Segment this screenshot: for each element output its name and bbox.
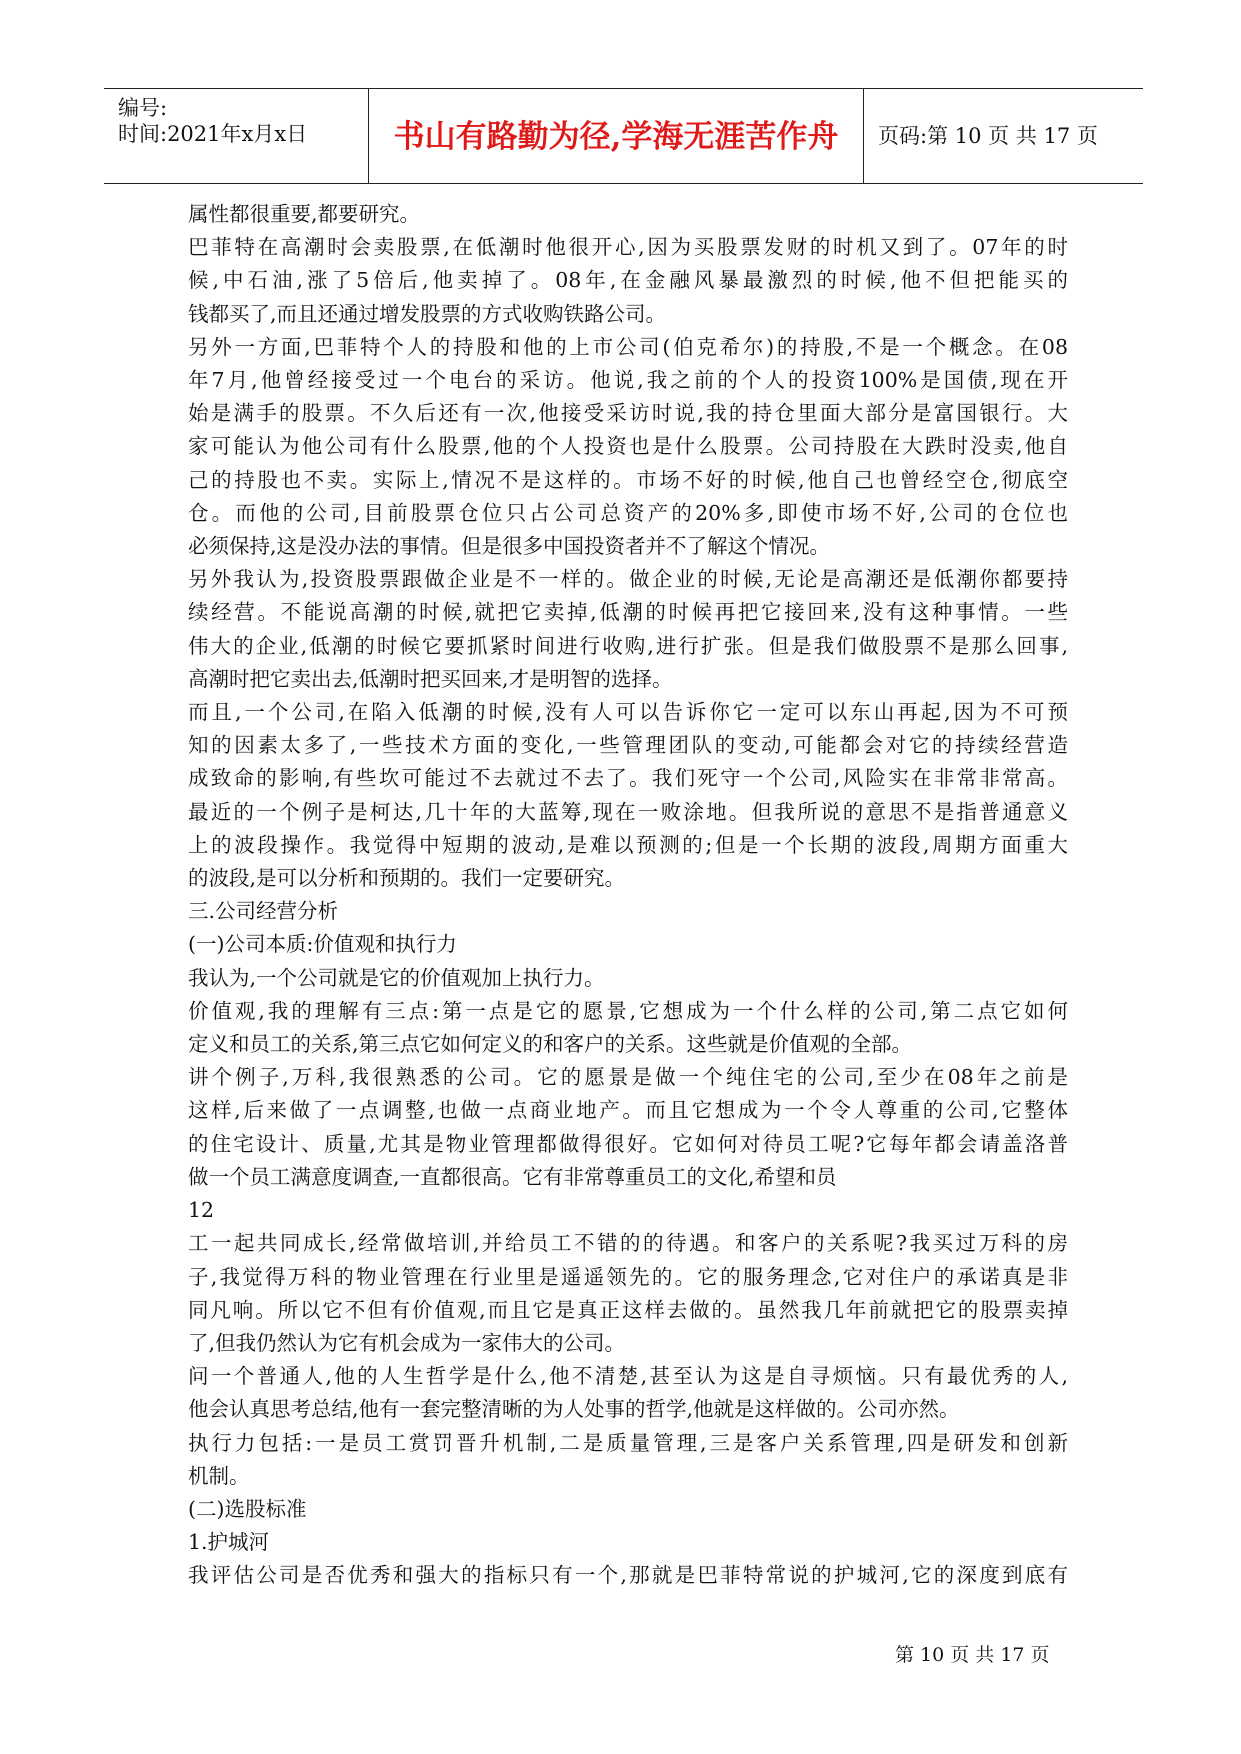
body-text-line: 仓。而他的公司,目前股票仓位只占公司总资产的20%多,即使市场不好,公司的仓位也: [188, 500, 1068, 525]
body-text-line: 而且,一个公司,在陷入低潮的时候,没有人可以告诉你它一定可以东山再起,因为不可预: [188, 700, 1068, 725]
header-middle-cell: [369, 89, 864, 183]
body-text-line: 年7月,他曾经接受过一个电台的采访。他说,我之前的个人的投资100%是国债,现在开: [188, 368, 1068, 393]
body-text-line: 同凡响。所以它不但有价值观,而且它是真正这样去做的。虽然我几年前就把它的股票卖掉: [188, 1297, 1068, 1322]
body-text-line: 三.公司经营分析: [188, 899, 339, 924]
body-text-line: 钱都买了,而且还通过增发股票的方式收购铁路公司。: [188, 301, 667, 326]
document-time-label: 时间:2021年x月x日: [118, 122, 308, 146]
body-text-line: 己的持股也不卖。实际上,情况不是这样的。市场不好的时候,他自己也曾经空仓,彻底空: [188, 467, 1068, 492]
document-body: [188, 198, 1068, 1593]
body-text-line: 的波段,是可以分析和预期的。我们一定要研究。: [188, 866, 626, 891]
body-text-line: 家可能认为他公司有什么股票,他的个人投资也是什么股票。公司持股在大跌时没卖,他自: [188, 434, 1068, 459]
body-text-line: 最近的一个例子是柯达,几十年的大蓝筹,现在一败涂地。但我所说的意思不是指普通意义: [188, 799, 1068, 824]
document-number-label: 编号:: [118, 96, 168, 120]
body-text-line: 另外一方面,巴菲特个人的持股和他的上市公司(伯克希尔)的持股,不是一个概念。在08: [188, 334, 1068, 359]
body-text-line: 续经营。不能说高潮的时候,就把它卖掉,低潮的时候再把它接回来,没有这种事情。一些: [188, 600, 1068, 625]
body-text-line: 机制。: [188, 1463, 250, 1488]
header-motto: 书山有路勤为径,学海无涯苦作舟: [393, 119, 839, 155]
body-text-line: 上的波段操作。我觉得中短期的波动,是难以预测的;但是一个长期的波段,周期方面重大: [188, 832, 1068, 857]
body-text-line: 高潮时把它卖出去,低潮时把买回来,才是明智的选择。: [188, 666, 673, 691]
body-text-line: 我认为,一个公司就是它的价值观加上执行力。: [188, 965, 605, 990]
body-text-line: 知的因素太多了,一些技术方面的变化,一些管理团队的变动,可能都会对它的持续经营造: [188, 733, 1068, 758]
body-text-line: 子,我觉得万科的物业管理在行业里是遥遥领先的。它的服务理念,它对住户的承诺真是非: [188, 1264, 1068, 1289]
body-text-line: 讲个例子,万科,我很熟悉的公司。它的愿景是做一个纯住宅的公司,至少在08年之前是: [188, 1065, 1068, 1090]
body-text-line: (二)选股标准: [188, 1496, 307, 1521]
page-footer-number: 第 10 页 共 17 页: [895, 1644, 1050, 1666]
body-text-line: 定义和员工的关系,第三点它如何定义的和客户的关系。这些就是价值观的全部。: [188, 1032, 913, 1057]
header-left-cell: [104, 89, 369, 183]
body-text-line: 12: [188, 1198, 215, 1223]
page-header: [104, 88, 1143, 184]
body-text-line: 伟大的企业,低潮的时候它要抓紧时间进行收购,进行扩张。但是我们做股票不是那么回事,: [188, 633, 1068, 658]
body-text-line: 这样,后来做了一点调整,也做一点商业地产。而且它想成为一个令人尊重的公司,它整体: [188, 1098, 1068, 1123]
body-text-line: 1.护城河: [188, 1530, 270, 1555]
body-text-line: 问一个普通人,他的人生哲学是什么,他不清楚,甚至认为这是自寻烦恼。只有最优秀的人,: [188, 1364, 1068, 1389]
body-text-line: 候,中石油,涨了5倍后,他卖掉了。08年,在金融风暴最激烈的时候,他不但把能买的: [188, 268, 1068, 293]
body-text-line: 了,但我仍然认为它有机会成为一家伟大的公司。: [188, 1330, 626, 1355]
header-page-number: 页码:第 10 页 共 17 页: [878, 124, 1098, 148]
body-text-line: 巴菲特在高潮时会卖股票,在低潮时他很开心,因为买股票发财的时机又到了。07年的时: [188, 235, 1068, 260]
body-text-line: 我评估公司是否优秀和强大的指标只有一个,那就是巴菲特常说的护城河,它的深度到底有: [188, 1563, 1068, 1588]
body-text-line: 执行力包括:一是员工赏罚晋升机制,二是质量管理,三是客户关系管理,四是研发和创新: [188, 1430, 1068, 1455]
body-text-line: 属性都很重要,都要研究。: [188, 202, 421, 226]
body-text-line: 价值观,我的理解有三点:第一点是它的愿景,它想成为一个什么样的公司,第二点它如何: [188, 998, 1068, 1023]
body-text-line: 的住宅设计、质量,尤其是物业管理都做得很好。它如何对待员工呢?它每年都会请盖洛普: [188, 1131, 1068, 1156]
body-text-line: (一)公司本质:价值观和执行力: [188, 932, 457, 957]
body-text-line: 工一起共同成长,经常做培训,并给员工不错的的待遇。和客户的关系呢?我买过万科的房: [188, 1231, 1068, 1256]
header-right-cell: [864, 89, 1143, 183]
body-text-line: 另外我认为,投资股票跟做企业是不一样的。做企业的时候,无论是高潮还是低潮你都要持: [188, 567, 1068, 592]
body-text-line: 必须保持,这是没办法的事情。但是很多中国投资者并不了解这个情况。: [188, 534, 831, 559]
body-text-line: 成致命的影响,有些坎可能过不去就过不去了。我们死守一个公司,风险实在非常非常高。: [188, 766, 1068, 791]
body-text-line: 始是满手的股票。不久后还有一次,他接受采访时说,我的持仓里面大部分是富国银行。大: [188, 401, 1068, 426]
body-text-line: 做一个员工满意度调查,一直都很高。它有非常尊重员工的文化,希望和员: [188, 1164, 837, 1189]
body-text-line: 他会认真思考总结,他有一套完整清晰的为人处事的哲学,他就是这样做的。公司亦然。: [188, 1397, 960, 1422]
